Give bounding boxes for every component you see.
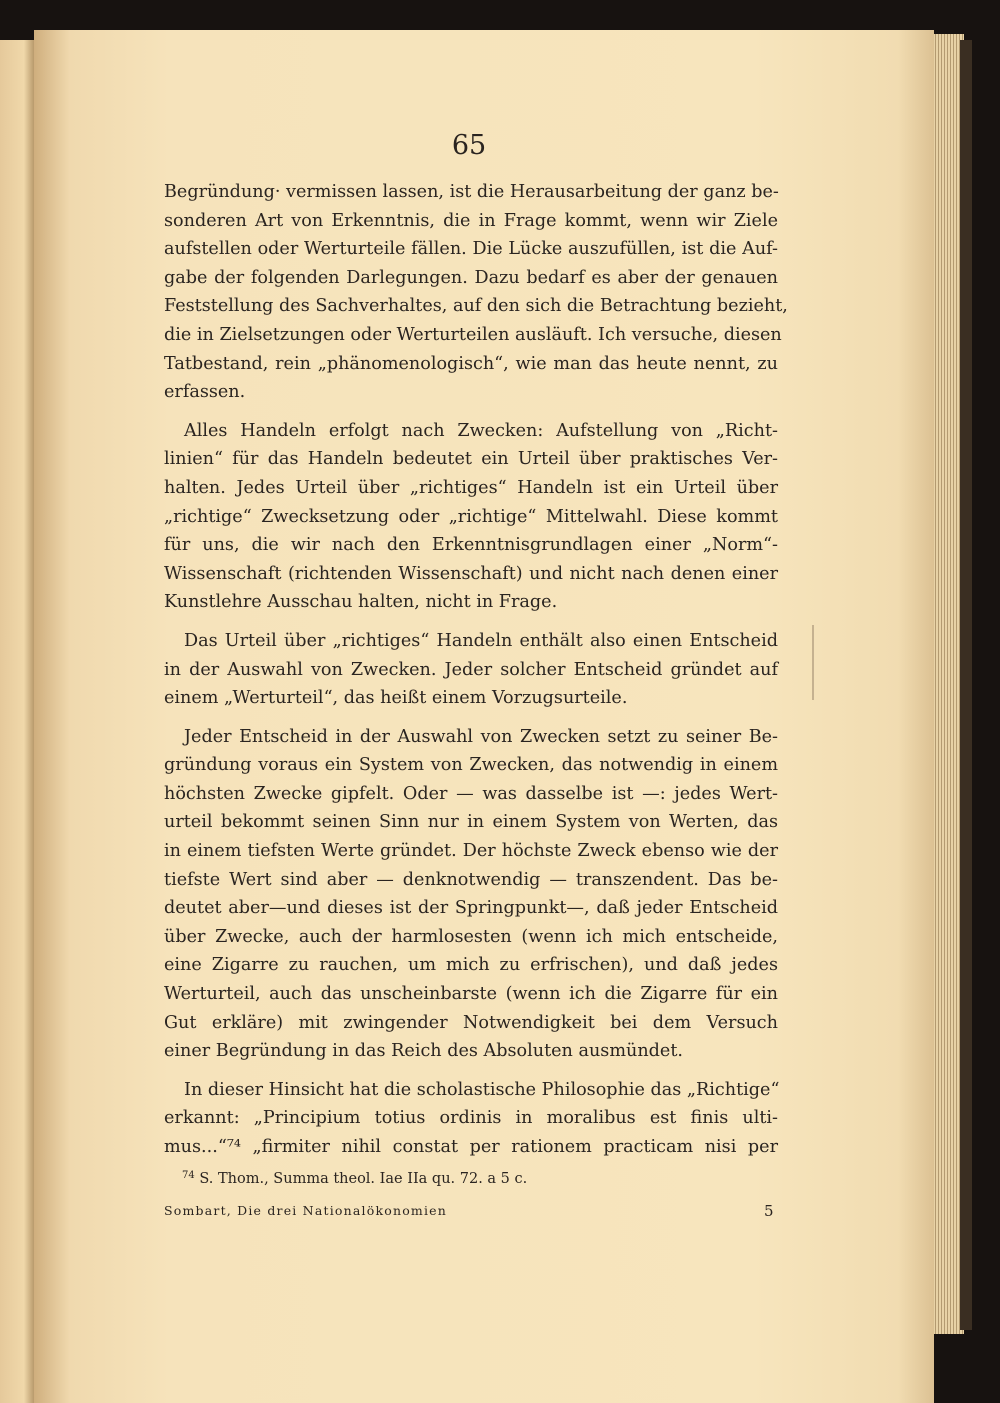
footnote bbox=[182, 1170, 782, 1187]
left-page-edge bbox=[0, 40, 34, 1403]
book-cover-edge bbox=[960, 40, 972, 1330]
text-line: deutet aber—und dieses ist der Springpunkt—, daß jeder Entscheid bbox=[164, 898, 778, 919]
text-line: Feststellung des Sachverhaltes, auf den sich die Betrachtung bezieht, bbox=[164, 296, 788, 317]
page-stack-edge bbox=[930, 34, 964, 1334]
text-line: In dieser Hinsicht hat die scholastische Philosophie das „Richtige“ bbox=[184, 1079, 780, 1100]
text-line: Tatbestand, rein „phänomenologisch“, wie man das heute nennt, zu bbox=[164, 353, 778, 374]
text-line: Werturteil, auch das unscheinbarste (wenn ich die Zigarre für ein bbox=[164, 984, 778, 1005]
footnote-text: S. Thom., Summa theol. Iae IIa qu. 72. a 5 c. bbox=[199, 1171, 528, 1187]
printer-signature: Sombart, Die drei Nationalökonomien bbox=[164, 1203, 448, 1218]
text-line: einem „Werturteil“, das heißt einem Vorzugsurteile. bbox=[164, 688, 628, 709]
text-line: „richtige“ Zwecksetzung oder „richtige“ Mittelwahl. Diese kommt bbox=[164, 506, 778, 527]
text-line: einer Begründung in das Reich des Absoluten ausmündet. bbox=[164, 1041, 684, 1062]
text-line: erfassen. bbox=[164, 382, 246, 403]
text-line: gabe der folgenden Darlegungen. Dazu bedarf es aber der genauen bbox=[164, 267, 778, 288]
text-line: tiefste Wert sind aber — denknotwendig — transzendent. Das be- bbox=[164, 869, 778, 890]
paragraph-4 bbox=[164, 723, 778, 1066]
text-line: aufstellen oder Werturteile fällen. Die Lücke auszufüllen, ist die Auf- bbox=[164, 239, 778, 260]
text-line: in einem tiefsten Werte gründet. Der höchste Zweck ebenso wie der bbox=[164, 841, 778, 862]
text-line: Alles Handeln erfolgt nach Zwecken: Aufstellung von „Richt- bbox=[184, 420, 778, 441]
text-line: gründung voraus ein System von Zwecken, das notwendig in einem bbox=[164, 755, 778, 776]
paragraph-2 bbox=[164, 417, 778, 617]
paragraph-5 bbox=[164, 1076, 778, 1162]
footnote-marker: 74 bbox=[182, 1170, 195, 1181]
margin-pencil-mark bbox=[812, 625, 814, 700]
paragraph-1 bbox=[164, 178, 788, 407]
sheet-number: 5 bbox=[764, 1202, 774, 1220]
book-page bbox=[34, 30, 934, 1403]
text-line: die in Zielsetzungen oder Werturteilen ausläuft. Ich versuche, diesen bbox=[164, 324, 782, 345]
body-text bbox=[164, 178, 788, 1162]
text-line: höchsten Zwecke gipfelt. Oder — was dasselbe ist —: jedes Wert- bbox=[164, 783, 778, 804]
text-line: Wissenschaft (richtenden Wissenschaft) und nicht nach denen einer bbox=[164, 563, 778, 584]
text-line: eine Zigarre zu rauchen, um mich zu erfrischen), und daß jedes bbox=[164, 955, 778, 976]
text-line: erkannt: „Principium totius ordinis in moralibus est finis ulti- bbox=[164, 1108, 778, 1129]
page-number: 65 bbox=[451, 130, 487, 161]
text-line: Jeder Entscheid in der Auswahl von Zwecken setzt zu seiner Be- bbox=[184, 726, 778, 747]
text-line: für uns, die wir nach den Erkenntnisgrundlagen einer „Norm“- bbox=[164, 535, 778, 556]
text-line: Begründung· vermissen lassen, ist die Herausarbeitung der ganz be- bbox=[164, 182, 779, 202]
text-line: sonderen Art von Erkenntnis, die in Frage kommt, wenn wir Ziele bbox=[164, 210, 778, 231]
text-line: in der Auswahl von Zwecken. Jeder solcher Entscheid gründet auf bbox=[164, 659, 778, 680]
text-line: über Zwecke, auch der harmlosesten (wenn ich mich entscheide, bbox=[164, 926, 778, 947]
text-line: urteil bekommt seinen Sinn nur in einem System von Werten, das bbox=[164, 812, 778, 833]
paragraph-3 bbox=[164, 627, 778, 713]
text-line: Gut erkläre) mit zwingender Notwendigkeit bei dem Versuch bbox=[164, 1012, 778, 1033]
text-line: halten. Jedes Urteil über „richtiges“ Handeln ist ein Urteil über bbox=[164, 477, 778, 498]
text-line: Kunstlehre Ausschau halten, nicht in Frage. bbox=[164, 592, 558, 613]
text-line: linien“ für das Handeln bedeutet ein Urteil über praktisches Ver- bbox=[164, 449, 778, 470]
text-line: mus...“⁷⁴ „firmiter nihil constat per rationem practicam nisi per bbox=[164, 1137, 778, 1157]
text-line: Das Urteil über „richtiges“ Handeln enthält also einen Entscheid bbox=[184, 630, 778, 651]
